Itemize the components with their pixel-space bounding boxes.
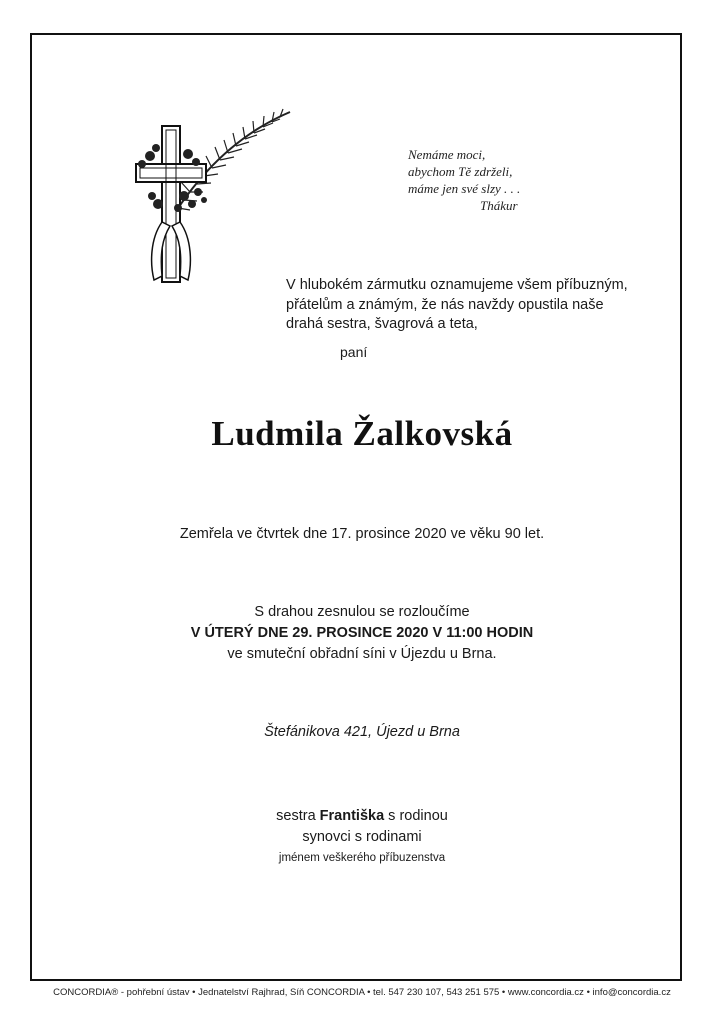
poem-line: Nemáme moci, [408,147,486,162]
farewell-block [0,602,724,665]
poem-quote [408,146,568,214]
honorific: paní [340,344,368,360]
poem-author: Thákur [480,198,518,213]
family-sister-name: Františka [319,808,385,824]
intro-line: V hlubokém zármutku oznamujeme všem příbuzným, [286,277,628,293]
farewell-date: V ÚTERÝ DNE 29. PROSINCE 2020 V 11:00 HODIN [190,625,534,641]
family-signatures [0,806,724,869]
poem-line: máme jen své slzy . . . [408,181,521,196]
farewell-place: ve smuteční obřadní síni v Újezdu u Brna. [227,646,497,662]
cross-with-palm-icon [128,104,296,286]
deceased-name: Ludmila Žalkovská [211,414,513,453]
poem-line: abychom Tě zdrželi, [408,164,513,179]
intro-line: přátelům a známým, že nás navždy opustila naše [286,296,604,313]
family-suffix: s rodinou [384,808,448,824]
address: Štefánikova 421, Újezd u Brna [264,724,460,740]
family-line-sister [0,806,724,827]
intro-line: drahá sestra, švagrová a teta, [286,316,478,332]
family-line-relatives: jménem veškerého příbuzenstva [278,852,446,864]
footer-contact: CONCORDIA® - pohřební ústav • Jednatelství Rajhrad, Síň CONCORDIA • tel. 547 230 107, 543 251 575 • www.concordia.cz • info@concordia.cz [53,987,671,998]
intro-paragraph [286,276,686,335]
death-notice: Zemřela ve čtvrtek dne 17. prosince 2020 ve věku 90 let. [179,526,545,542]
family-line-nephews: synovci s rodinami [302,829,422,845]
family-prefix: sestra [276,808,320,824]
farewell-line: S drahou zesnulou se rozloučíme [254,604,470,620]
